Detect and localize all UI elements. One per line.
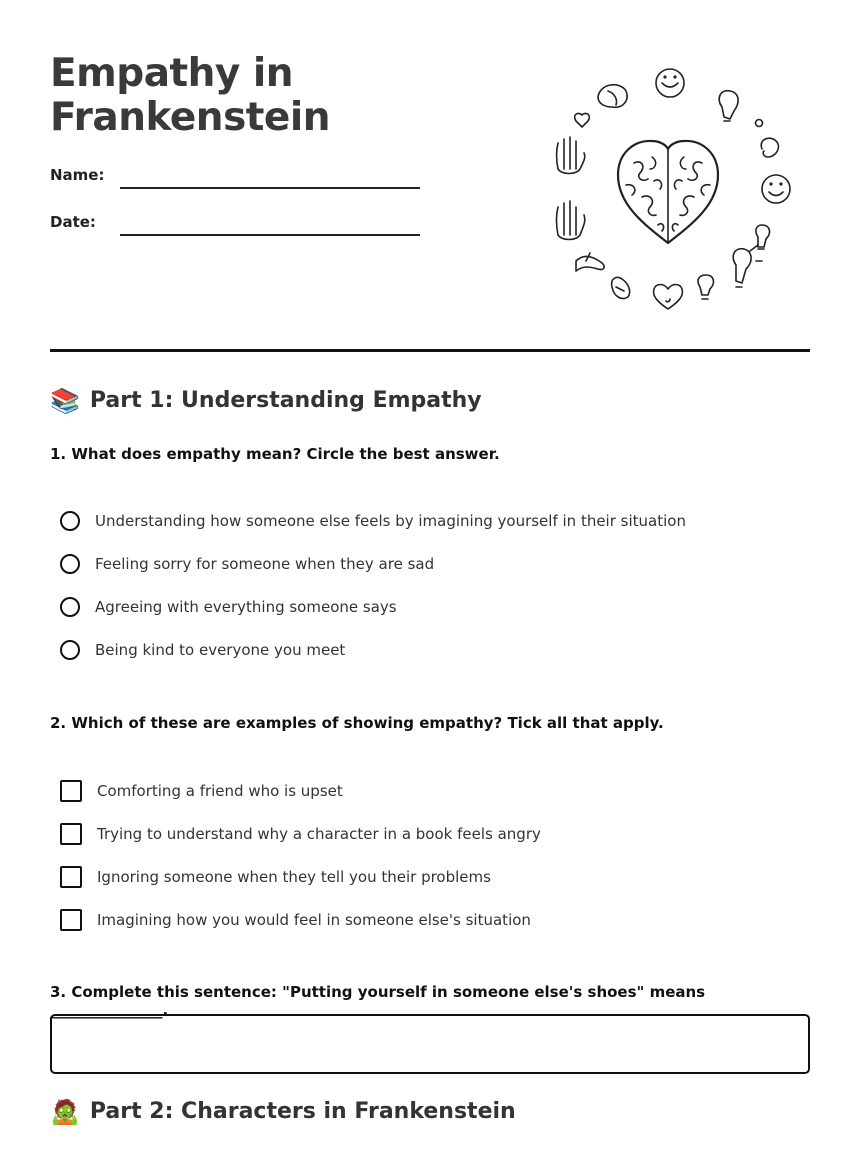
name-label: Name: <box>50 166 105 184</box>
q1-option-4[interactable] <box>60 640 345 660</box>
q1-option-1[interactable] <box>60 511 686 531</box>
lightbulb-icon <box>719 91 738 121</box>
lightbulb-icon <box>733 245 762 287</box>
heart-icon <box>654 285 683 310</box>
swirl-icon <box>761 138 778 157</box>
answer-box[interactable] <box>50 1014 810 1074</box>
option-label: Ignoring someone when they tell you their problems <box>97 868 491 886</box>
hand-bubble-icon <box>612 277 630 298</box>
date-line[interactable] <box>120 234 420 236</box>
option-label: Trying to understand why a character in a book feels angry <box>97 825 541 843</box>
header-divider <box>50 349 810 352</box>
section-title-part2 <box>50 1099 516 1124</box>
smile-icon <box>656 69 684 97</box>
checkbox[interactable] <box>60 780 82 802</box>
q2-option-4[interactable] <box>60 909 531 931</box>
q2-option-3[interactable] <box>60 866 491 888</box>
q2-option-1[interactable] <box>60 780 343 802</box>
name-line[interactable] <box>120 187 420 189</box>
worksheet-page <box>50 0 810 1126</box>
checkbox[interactable] <box>60 866 82 888</box>
brain-heart-doodle-illustration <box>550 65 800 315</box>
option-label: Understanding how someone else feels by imagining yourself in their situation <box>95 512 686 530</box>
option-label: Agreeing with everything someone says <box>95 598 397 616</box>
smiley-icon <box>762 175 790 203</box>
section-title-part1 <box>50 388 482 413</box>
checkbox[interactable] <box>60 823 82 845</box>
hand-icon <box>557 201 585 240</box>
q2-option-2[interactable] <box>60 823 541 845</box>
question-3: 3. Complete this sentence: "Putting yourself in someone else's shoes" means _______________. <box>50 983 706 1019</box>
radio-button[interactable] <box>60 554 80 574</box>
q1-option-2[interactable] <box>60 554 434 574</box>
dot-icon <box>756 120 763 127</box>
heart-bubble-icon <box>575 113 590 127</box>
radio-button[interactable] <box>60 597 80 617</box>
section-title-text: Part 1: Understanding Empathy <box>89 388 482 413</box>
radio-button[interactable] <box>60 511 80 531</box>
lightbulb-icon <box>756 225 770 249</box>
handshake-icon <box>576 253 604 271</box>
option-label: Being kind to everyone you meet <box>95 641 346 659</box>
lightbulb-icon <box>698 275 713 299</box>
question-1: 1. What does empathy mean? Circle the best answer. <box>50 445 500 463</box>
brain-icon <box>618 141 718 243</box>
books-icon: 📚 <box>50 386 80 415</box>
date-label: Date: <box>50 213 96 231</box>
question-2: 2. Which of these are examples of showing empathy? Tick all that apply. <box>50 714 664 732</box>
option-label: Feeling sorry for someone when they are sad <box>95 555 435 573</box>
cap-icon <box>598 85 627 108</box>
section-title-text: Part 2: Characters in Frankenstein <box>89 1099 516 1124</box>
page-title: Empathy in Frankenstein <box>50 51 331 140</box>
checkbox[interactable] <box>60 909 82 931</box>
hand-icon <box>557 137 585 174</box>
option-label: Imagining how you would feel in someone else's situation <box>97 911 531 929</box>
zombie-icon: 🧟 <box>50 1097 80 1126</box>
q1-option-3[interactable] <box>60 597 397 617</box>
option-label: Comforting a friend who is upset <box>97 782 343 800</box>
radio-button[interactable] <box>60 640 80 660</box>
worksheet-header <box>50 0 810 352</box>
